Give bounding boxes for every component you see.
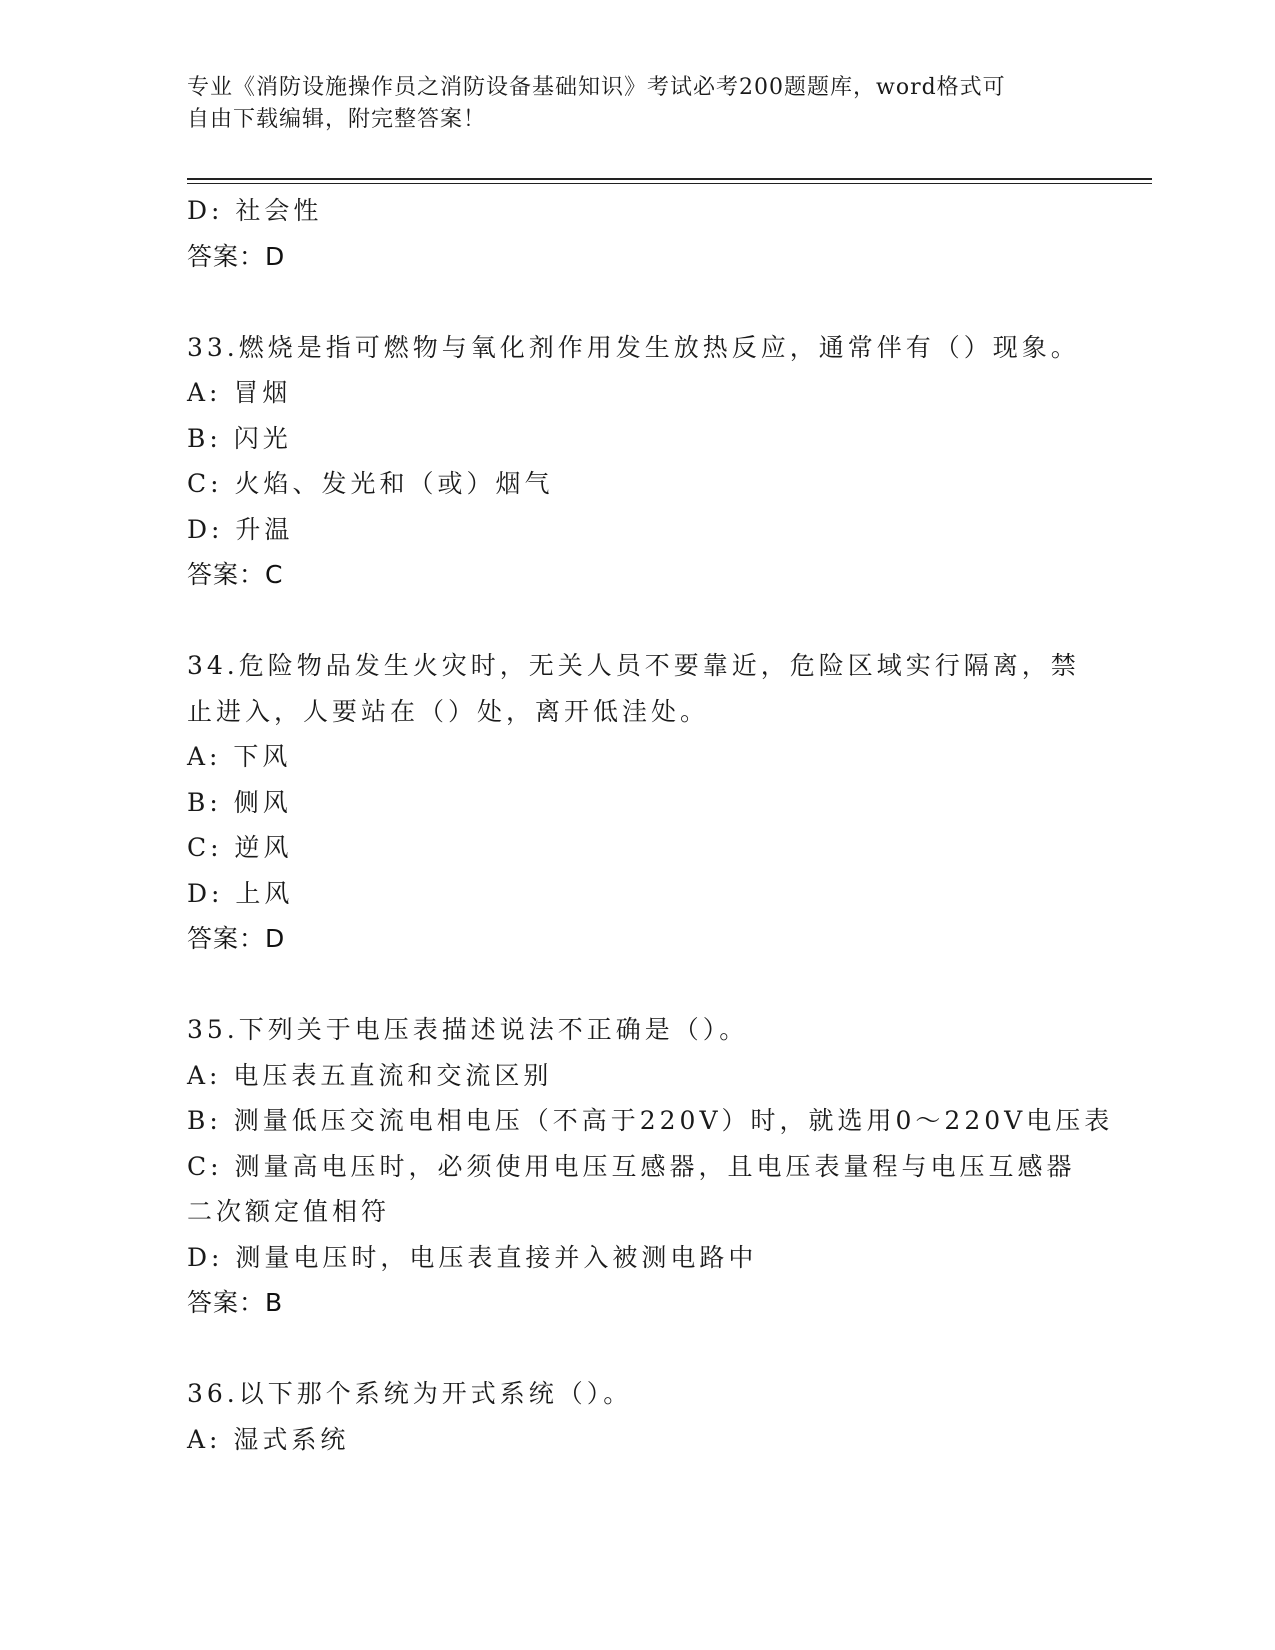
question-stem-line-2: 止进入，人要站在（）处，离开低洼处。 [187,696,710,726]
option-d: D: 升温 [187,514,294,544]
question-stem: 35.下列关于电压表描述说法不正确是（）。 [187,1015,749,1044]
option-c-line-2: 二次额定值相符 [187,1197,391,1226]
option-b: B: 测量低压交流电相电压（不高于220V）时，就选用0～220V电压表 [187,1106,1114,1135]
question-block-36 [187,1371,1087,1462]
question-block-33 [187,325,1087,598]
option-a: A: 冒烟 [187,378,292,407]
question-stem: 36.以下那个系统为开式系统（）。 [187,1379,633,1408]
option-a: A: 电压表五直流和交流区别 [187,1060,553,1090]
option-d: D: 社会性 [187,196,323,225]
header-divider-thin [187,183,1152,184]
option-d: D: 上风 [187,878,294,908]
option-c-line-1: C: 测量高电压时，必须使用电压互感器，且电压表量程与电压互感器 [187,1151,1076,1181]
spacer [187,279,1087,325]
answer-line: 答案：C [187,560,284,589]
answer-line: 答案：D [187,241,286,271]
option-b: B: 闪光 [187,423,292,453]
option-a: A: 下风 [187,742,292,771]
option-c: C: 火焰、发光和（或）烟气 [187,469,554,498]
header-divider-thick [187,178,1152,180]
header-line-2: 自由下载编辑，附完整答案！ [187,107,487,132]
question-block-35 [187,1007,1114,1326]
question-block-34 [187,643,1087,962]
question-stem: 33.燃烧是指可燃物与氧化剂作用发生放热反应，通常伴有（）现象。 [187,332,1080,362]
option-d: D: 测量电压时，电压表直接并入被测电路中 [187,1242,758,1272]
answer-line: 答案：D [187,924,286,953]
header-line-1: 专业《消防设施操作员之消防设备基础知识》考试必考200题题库，word格式可 [187,75,1006,100]
question-list [187,188,1114,1462]
document-header [187,72,1067,136]
spacer [187,962,1087,1008]
spacer [187,598,1087,644]
option-a: A: 湿式系统 [187,1424,350,1454]
option-b: B: 侧风 [187,787,292,817]
option-c: C: 逆风 [187,833,293,862]
question-block-prev [187,188,1087,279]
spacer [187,1326,1087,1372]
answer-line: 答案：B [187,1288,284,1317]
question-stem-line-1: 34.危险物品发生火灾时，无关人员不要靠近，危险区域实行隔离，禁 [187,651,1080,680]
